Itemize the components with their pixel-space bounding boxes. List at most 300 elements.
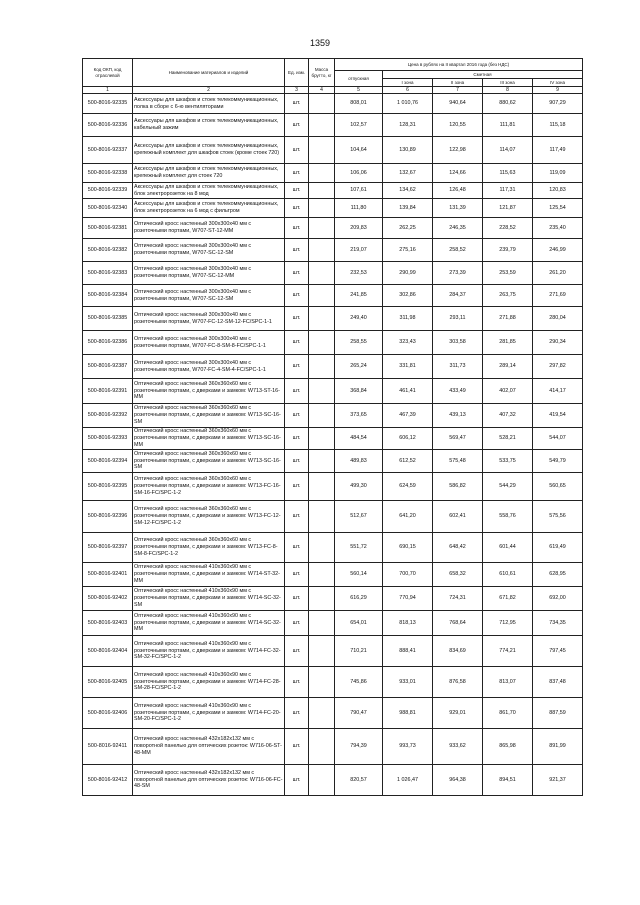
row-code: 500-8016-92406 — [83, 698, 133, 729]
price-zone-1: 690,15 — [383, 533, 433, 563]
row-code: 500-8016-92336 — [83, 114, 133, 137]
row-mass — [309, 667, 335, 698]
price-zone-4: 619,49 — [533, 533, 583, 563]
price-zone-4: 797,45 — [533, 636, 583, 667]
column-number: 6 — [383, 87, 433, 94]
price-otpusknaya: 368,84 — [335, 379, 383, 404]
price-otpusknaya: 102,57 — [335, 114, 383, 137]
table-row — [83, 114, 583, 137]
table-row — [83, 636, 583, 667]
header-smetnaya: Сметная — [383, 71, 583, 79]
price-zone-1: 323,43 — [383, 331, 433, 355]
price-otpusknaya: 258,55 — [335, 331, 383, 355]
price-zone-3: 271,88 — [483, 307, 533, 331]
row-name: Оптический кросс настенный 410х360х90 мм с розеточными портами, с дверками и замком: W714-FC-20-SM-20-FC/SPC-1-2 — [133, 698, 285, 729]
price-zone-1: 606,12 — [383, 428, 433, 450]
row-code: 500-8016-92402 — [83, 587, 133, 611]
price-zone-4: 692,00 — [533, 587, 583, 611]
row-mass — [309, 379, 335, 404]
price-otpusknaya: 790,47 — [335, 698, 383, 729]
price-zone-1: 461,41 — [383, 379, 433, 404]
price-zone-1: 641,20 — [383, 501, 433, 533]
price-zone-4: 297,82 — [533, 355, 583, 379]
row-name: Оптический кросс настенный 300х300х40 мм с розеточными портами, W707-FC-4-SM-4-FC/SPC-1-1 — [133, 355, 285, 379]
row-name: Оптический кросс настенный 410х360х90 мм с розеточными портами, с дверками и замком: W714-FC-32-SM-32-FC/SPC-1-2 — [133, 636, 285, 667]
row-name: Оптический кросс настенный 360х360х60 мм с розеточными портами, с дверками и замком: W713-SC-16-MM — [133, 428, 285, 450]
price-zone-3: 861,70 — [483, 698, 533, 729]
price-zone-1: 134,62 — [383, 183, 433, 199]
price-otpusknaya: 484,54 — [335, 428, 383, 450]
price-zone-1: 612,52 — [383, 450, 433, 473]
price-zone-2: 602,41 — [433, 501, 483, 533]
table-row — [83, 563, 583, 587]
price-zone-2: 122,98 — [433, 137, 483, 164]
price-otpusknaya: 219,07 — [335, 239, 383, 262]
price-otpusknaya: 265,24 — [335, 355, 383, 379]
price-zone-2: 120,55 — [433, 114, 483, 137]
price-zone-1: 888,41 — [383, 636, 433, 667]
price-zone-2: 126,48 — [433, 183, 483, 199]
column-number: 2 — [133, 87, 285, 94]
column-numbers-row — [83, 87, 583, 94]
price-otpusknaya: 111,80 — [335, 199, 383, 218]
price-otpusknaya: 512,67 — [335, 501, 383, 533]
price-zone-4: 837,48 — [533, 667, 583, 698]
row-code: 500-8016-92412 — [83, 765, 133, 796]
row-code: 500-8016-92397 — [83, 533, 133, 563]
price-zone-4: 887,59 — [533, 698, 583, 729]
row-unit: шт. — [285, 331, 309, 355]
table-row — [83, 501, 583, 533]
row-code: 500-8016-92395 — [83, 473, 133, 501]
price-zone-3: 117,31 — [483, 183, 533, 199]
price-zone-3: 115,63 — [483, 164, 533, 183]
price-otpusknaya: 499,30 — [335, 473, 383, 501]
table-row — [83, 404, 583, 428]
row-mass — [309, 729, 335, 765]
price-zone-1: 331,81 — [383, 355, 433, 379]
price-otpusknaya: 710,21 — [335, 636, 383, 667]
row-name: Оптический кросс настенный 300х300х40 мм с розеточными портами, W707-SC-12-SM — [133, 239, 285, 262]
price-zone-4: 734,35 — [533, 611, 583, 636]
price-zone-4: 280,04 — [533, 307, 583, 331]
row-name: Оптический кросс настенный 432х182х132 мм с поворотной панелью для оптических розеток: W716-06-ST-48-MM — [133, 729, 285, 765]
price-zone-1: 290,99 — [383, 262, 433, 285]
price-zone-2: 246,35 — [433, 218, 483, 239]
price-zone-4: 271,69 — [533, 285, 583, 307]
price-zone-2: 876,58 — [433, 667, 483, 698]
price-otpusknaya: 373,65 — [335, 404, 383, 428]
price-zone-1: 275,16 — [383, 239, 433, 262]
table-row — [83, 587, 583, 611]
price-zone-1: 132,67 — [383, 164, 433, 183]
price-zone-3: 671,82 — [483, 587, 533, 611]
row-mass — [309, 94, 335, 114]
row-code: 500-8016-92335 — [83, 94, 133, 114]
row-unit: шт. — [285, 473, 309, 501]
header-mass: Масса брутто, кг — [309, 59, 335, 87]
row-unit: шт. — [285, 137, 309, 164]
price-zone-1: 128,31 — [383, 114, 433, 137]
table-header — [83, 59, 583, 94]
row-mass — [309, 164, 335, 183]
price-otpusknaya: 232,53 — [335, 262, 383, 285]
row-mass — [309, 183, 335, 199]
price-zone-2: 439,13 — [433, 404, 483, 428]
row-name: Оптический кросс настенный 410х360х90 мм с розеточными портами, с дверками и замком: W714-SC-32-SM — [133, 587, 285, 611]
row-code: 500-8016-92384 — [83, 285, 133, 307]
price-zone-3: 610,61 — [483, 563, 533, 587]
price-zone-4: 575,56 — [533, 501, 583, 533]
table-row — [83, 183, 583, 199]
header-zone-2: II зона — [433, 79, 483, 87]
row-mass — [309, 239, 335, 262]
table-row — [83, 199, 583, 218]
price-zone-3: 111,81 — [483, 114, 533, 137]
price-otpusknaya: 560,14 — [335, 563, 383, 587]
price-otpusknaya: 551,72 — [335, 533, 383, 563]
row-unit: шт. — [285, 379, 309, 404]
table-row — [83, 379, 583, 404]
row-mass — [309, 765, 335, 796]
table-row — [83, 533, 583, 563]
column-number: 5 — [335, 87, 383, 94]
price-zone-4: 414,17 — [533, 379, 583, 404]
price-zone-1: 311,98 — [383, 307, 433, 331]
row-unit: шт. — [285, 533, 309, 563]
price-otpusknaya: 820,57 — [335, 765, 383, 796]
row-code: 500-8016-92387 — [83, 355, 133, 379]
row-code: 500-8016-92401 — [83, 563, 133, 587]
price-zone-4: 549,79 — [533, 450, 583, 473]
row-name: Оптический кросс настенный 360х360х60 мм с розеточными портами, с дверками и замком: W713-SC-16-SM — [133, 450, 285, 473]
header-otpusknaya: отпускная — [335, 71, 383, 87]
row-code: 500-8016-92405 — [83, 667, 133, 698]
row-unit: шт. — [285, 501, 309, 533]
header-code: Код ОКП, код отраслевой — [83, 59, 133, 87]
row-unit: шт. — [285, 239, 309, 262]
row-name: Оптический кросс настенный 360х360х60 мм с розеточными портами, с дверками и замком: W713-ST-16-MM — [133, 379, 285, 404]
column-number: 3 — [285, 87, 309, 94]
row-mass — [309, 428, 335, 450]
row-unit: шт. — [285, 587, 309, 611]
row-unit: шт. — [285, 765, 309, 796]
row-mass — [309, 285, 335, 307]
row-mass — [309, 501, 335, 533]
price-zone-2: 768,64 — [433, 611, 483, 636]
table-row — [83, 218, 583, 239]
row-name: Аксессуары для шкафов и стоек телекоммуникационных, блок электророзеток на 6 мод с фильтром — [133, 199, 285, 218]
table-row — [83, 164, 583, 183]
price-zone-2: 724,31 — [433, 587, 483, 611]
price-zone-4: 907,29 — [533, 94, 583, 114]
price-zone-2: 124,66 — [433, 164, 483, 183]
header-price-group: Цена в рублях на II квартал 2016 года (без НДС) — [335, 59, 583, 71]
table-row — [83, 698, 583, 729]
price-zone-4: 115,18 — [533, 114, 583, 137]
header-zone-1: I зона — [383, 79, 433, 87]
row-code: 500-8016-92396 — [83, 501, 133, 533]
price-zone-3: 239,79 — [483, 239, 533, 262]
row-unit: шт. — [285, 94, 309, 114]
row-mass — [309, 473, 335, 501]
row-name: Оптический кросс настенный 410х360х90 мм с розеточными портами, с дверками и замком: W714-FC-28-SM-28-FC/SPC-1-2 — [133, 667, 285, 698]
price-zone-3: 281,85 — [483, 331, 533, 355]
price-otpusknaya: 249,40 — [335, 307, 383, 331]
row-name: Оптический кросс настенный 300х300х40 мм с розеточными портами, W707-ST-12-MM — [133, 218, 285, 239]
price-zone-4: 246,99 — [533, 239, 583, 262]
price-otpusknaya: 241,85 — [335, 285, 383, 307]
price-zone-3: 289,14 — [483, 355, 533, 379]
row-code: 500-8016-92394 — [83, 450, 133, 473]
price-zone-3: 558,76 — [483, 501, 533, 533]
price-zone-2: 131,39 — [433, 199, 483, 218]
column-number: 8 — [483, 87, 533, 94]
price-zone-4: 560,65 — [533, 473, 583, 501]
table-row — [83, 331, 583, 355]
row-mass — [309, 587, 335, 611]
table-row — [83, 611, 583, 636]
table-row — [83, 94, 583, 114]
price-zone-2: 284,37 — [433, 285, 483, 307]
price-otpusknaya: 794,39 — [335, 729, 383, 765]
column-number: 9 — [533, 87, 583, 94]
price-zone-3: 813,07 — [483, 667, 533, 698]
price-zone-3: 121,87 — [483, 199, 533, 218]
row-mass — [309, 533, 335, 563]
row-unit: шт. — [285, 355, 309, 379]
price-zone-4: 261,20 — [533, 262, 583, 285]
row-code: 500-8016-92385 — [83, 307, 133, 331]
price-zone-1: 302,86 — [383, 285, 433, 307]
price-zone-4: 117,49 — [533, 137, 583, 164]
header-unit: Ед. изм. — [285, 59, 309, 87]
price-zone-2: 258,52 — [433, 239, 483, 262]
price-zone-3: 712,95 — [483, 611, 533, 636]
row-code: 500-8016-92392 — [83, 404, 133, 428]
price-zone-2: 303,58 — [433, 331, 483, 355]
price-zone-1: 1 010,76 — [383, 94, 433, 114]
price-zone-1: 130,89 — [383, 137, 433, 164]
price-zone-3: 894,51 — [483, 765, 533, 796]
row-code: 500-8016-92391 — [83, 379, 133, 404]
row-name: Аксессуары для шкафов и стоек телекоммуникационных, кабельный зажим — [133, 114, 285, 137]
column-number: 7 — [433, 87, 483, 94]
row-mass — [309, 636, 335, 667]
row-code: 500-8016-92338 — [83, 164, 133, 183]
row-mass — [309, 355, 335, 379]
column-number: 4 — [309, 87, 335, 94]
row-name: Оптический кросс настенный 360х360х60 мм с розеточными портами, с дверками и замком: W713-FC-8-SM-8-FC/SPC-1-2 — [133, 533, 285, 563]
row-name: Оптический кросс настенный 300х300х40 мм с розеточными портами, W707-SC-12-SM — [133, 285, 285, 307]
row-unit: шт. — [285, 285, 309, 307]
page-number: 1359 — [309, 38, 331, 48]
price-otpusknaya: 808,01 — [335, 94, 383, 114]
row-mass — [309, 262, 335, 285]
price-otpusknaya: 616,29 — [335, 587, 383, 611]
row-unit: шт. — [285, 262, 309, 285]
row-unit: шт. — [285, 428, 309, 450]
row-mass — [309, 698, 335, 729]
table-row — [83, 450, 583, 473]
row-name: Аксессуары для шкафов и стоек телекоммуникационных, блок электророзеток на 8 мод — [133, 183, 285, 199]
table-row — [83, 307, 583, 331]
price-zone-4: 419,54 — [533, 404, 583, 428]
row-unit: шт. — [285, 611, 309, 636]
price-zone-2: 293,11 — [433, 307, 483, 331]
row-mass — [309, 137, 335, 164]
table-row — [83, 765, 583, 796]
row-unit: шт. — [285, 164, 309, 183]
table-row — [83, 285, 583, 307]
table-row — [83, 428, 583, 450]
price-otpusknaya: 654,01 — [335, 611, 383, 636]
row-name: Оптический кросс настенный 300х300х40 мм с розеточными портами, W707-SC-12-MM — [133, 262, 285, 285]
price-zone-3: 880,62 — [483, 94, 533, 114]
price-zone-1: 700,70 — [383, 563, 433, 587]
price-zone-3: 228,52 — [483, 218, 533, 239]
row-mass — [309, 450, 335, 473]
price-zone-3: 407,32 — [483, 404, 533, 428]
table-row — [83, 239, 583, 262]
price-zone-1: 933,01 — [383, 667, 433, 698]
row-unit: шт. — [285, 307, 309, 331]
price-zone-1: 467,39 — [383, 404, 433, 428]
row-name: Оптический кросс настенный 360х360х60 мм с розеточными портами, с дверками и замком: W713-SC-16-SM — [133, 404, 285, 428]
row-unit: шт. — [285, 450, 309, 473]
header-zone-4: IV зона — [533, 79, 583, 87]
price-zone-2: 648,42 — [433, 533, 483, 563]
price-zone-4: 235,40 — [533, 218, 583, 239]
row-unit: шт. — [285, 667, 309, 698]
row-mass — [309, 114, 335, 137]
row-unit: шт. — [285, 636, 309, 667]
row-name: Аксессуары для шкафов и стоек телекоммуникационных, крепежный комплект для шкафов стоек (кроме стоек 720) — [133, 137, 285, 164]
row-mass — [309, 218, 335, 239]
row-name: Аксессуары для шкафов и стоек телекоммуникационных, крепежный комплект для стоек 720 — [133, 164, 285, 183]
row-code: 500-8016-92337 — [83, 137, 133, 164]
row-code: 500-8016-92340 — [83, 199, 133, 218]
row-unit: шт. — [285, 199, 309, 218]
price-zone-1: 770,94 — [383, 587, 433, 611]
row-name: Оптический кросс настенный 300х300х40 мм с розеточными портами, W707-FC-12-SM-12-FC/SPC-1-1 — [133, 307, 285, 331]
table-row — [83, 473, 583, 501]
price-zone-2: 940,64 — [433, 94, 483, 114]
row-name: Аксессуары для шкафов и стоек телекоммуникационных, полка в сборе с 6-ю вентиляторами — [133, 94, 285, 114]
price-zone-3: 263,75 — [483, 285, 533, 307]
price-zone-4: 119,09 — [533, 164, 583, 183]
row-name: Оптический кросс настенный 410х360х90 мм с розеточными портами, с дверками и замком: W714-ST-32-MM — [133, 563, 285, 587]
price-zone-4: 544,07 — [533, 428, 583, 450]
price-zone-4: 628,95 — [533, 563, 583, 587]
price-otpusknaya: 106,06 — [335, 164, 383, 183]
row-unit: шт. — [285, 729, 309, 765]
price-zone-2: 575,48 — [433, 450, 483, 473]
row-unit: шт. — [285, 114, 309, 137]
price-zone-2: 569,47 — [433, 428, 483, 450]
price-zone-3: 865,98 — [483, 729, 533, 765]
price-zone-1: 262,25 — [383, 218, 433, 239]
column-number: 1 — [83, 87, 133, 94]
row-code: 500-8016-92404 — [83, 636, 133, 667]
row-name: Оптический кросс настенный 410х360х90 мм с розеточными портами, с дверками и замком: W714-SC-32-MM — [133, 611, 285, 636]
row-unit: шт. — [285, 563, 309, 587]
row-mass — [309, 331, 335, 355]
row-code: 500-8016-92381 — [83, 218, 133, 239]
price-zone-3: 402,07 — [483, 379, 533, 404]
row-mass — [309, 404, 335, 428]
price-otpusknaya: 107,61 — [335, 183, 383, 199]
row-mass — [309, 563, 335, 587]
row-code: 500-8016-92339 — [83, 183, 133, 199]
row-code: 500-8016-92386 — [83, 331, 133, 355]
price-zone-1: 624,59 — [383, 473, 433, 501]
row-name: Оптический кросс настенный 300х300х40 мм с розеточными портами, W707-FC-8-SM-8-FC/SPC-1-1 — [133, 331, 285, 355]
price-zone-4: 125,54 — [533, 199, 583, 218]
price-zone-2: 964,38 — [433, 765, 483, 796]
row-mass — [309, 307, 335, 331]
row-code: 500-8016-92383 — [83, 262, 133, 285]
price-zone-3: 533,75 — [483, 450, 533, 473]
row-mass — [309, 611, 335, 636]
table-body — [83, 94, 583, 796]
price-zone-1: 818,13 — [383, 611, 433, 636]
table-row — [83, 137, 583, 164]
row-code: 500-8016-92382 — [83, 239, 133, 262]
table-row — [83, 355, 583, 379]
price-zone-2: 273,39 — [433, 262, 483, 285]
price-zone-3: 528,21 — [483, 428, 533, 450]
table-row — [83, 262, 583, 285]
price-zone-2: 834,69 — [433, 636, 483, 667]
price-zone-3: 601,44 — [483, 533, 533, 563]
row-name: Оптический кросс настенный 360х360х60 мм с розеточными портами, с дверками и замком: W713-FC-12-SM-12-FC/SPC-1-2 — [133, 501, 285, 533]
row-name: Оптический кросс настенный 360х360х60 мм с розеточными портами, с дверками и замком: W713-FC-16-SM-16-FC/SPC-1-2 — [133, 473, 285, 501]
row-code: 500-8016-92393 — [83, 428, 133, 450]
price-zone-3: 544,29 — [483, 473, 533, 501]
price-otpusknaya: 209,83 — [335, 218, 383, 239]
header-zone-3: III зона — [483, 79, 533, 87]
price-zone-1: 988,81 — [383, 698, 433, 729]
price-zone-2: 433,49 — [433, 379, 483, 404]
row-code: 500-8016-92411 — [83, 729, 133, 765]
price-zone-2: 933,62 — [433, 729, 483, 765]
row-mass — [309, 199, 335, 218]
row-unit: шт. — [285, 183, 309, 199]
price-zone-2: 929,01 — [433, 698, 483, 729]
price-zone-1: 139,84 — [383, 199, 433, 218]
table-row — [83, 667, 583, 698]
price-zone-3: 114,07 — [483, 137, 533, 164]
row-code: 500-8016-92403 — [83, 611, 133, 636]
price-otpusknaya: 745,86 — [335, 667, 383, 698]
price-zone-4: 290,34 — [533, 331, 583, 355]
price-zone-1: 993,73 — [383, 729, 433, 765]
row-unit: шт. — [285, 218, 309, 239]
price-zone-3: 253,59 — [483, 262, 533, 285]
price-zone-4: 120,83 — [533, 183, 583, 199]
header-name: Наименование материалов и изделий — [133, 59, 285, 87]
price-zone-1: 1 026,47 — [383, 765, 433, 796]
price-table — [82, 58, 583, 796]
price-otpusknaya: 489,83 — [335, 450, 383, 473]
row-name: Оптический кросс настенный 432х182х132 мм с поворотной панелью для оптических розеток: W716-06-FC-48-SM — [133, 765, 285, 796]
price-zone-4: 891,99 — [533, 729, 583, 765]
table-row — [83, 729, 583, 765]
row-unit: шт. — [285, 404, 309, 428]
price-zone-4: 921,37 — [533, 765, 583, 796]
price-otpusknaya: 104,64 — [335, 137, 383, 164]
